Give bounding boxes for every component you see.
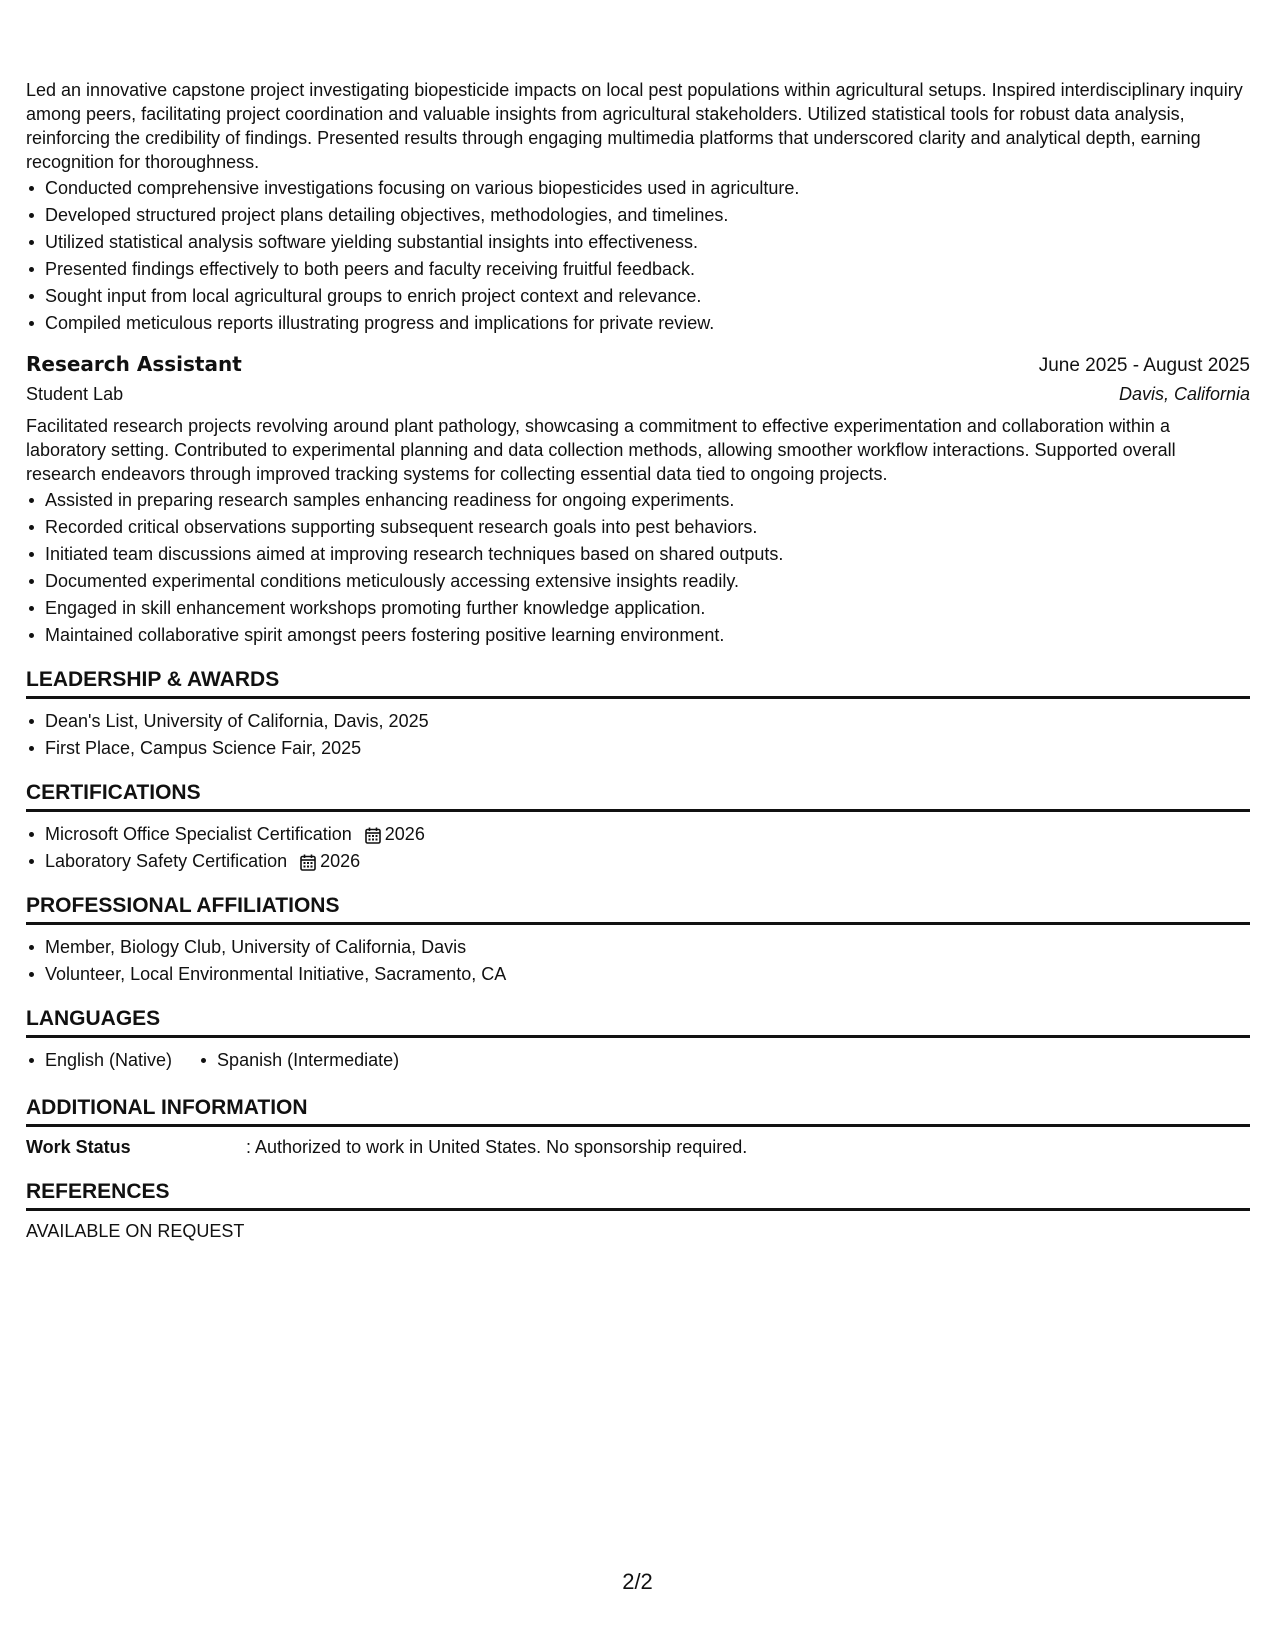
section-heading-affiliations: PROFESSIONAL AFFILIATIONS xyxy=(26,893,1250,925)
list-item: Assisted in preparing research samples enhancing readiness for ongoing experiments. xyxy=(26,488,1250,512)
job-bullet-list xyxy=(26,488,1250,647)
list-item: Compiled meticulous reports illustrating progress and implications for private review. xyxy=(26,311,1250,335)
references-text: AVAILABLE ON REQUEST xyxy=(26,1221,245,1241)
job-dates: June 2025 - August 2025 xyxy=(1038,355,1250,376)
section-heading-certifications: CERTIFICATIONS xyxy=(26,780,1250,812)
affiliations-list xyxy=(26,935,1250,986)
certification-item xyxy=(26,822,1250,846)
list-item: Volunteer, Local Environmental Initiative, Sacramento, CA xyxy=(26,962,1250,986)
list-item: Member, Biology Club, University of California, Davis xyxy=(26,935,1250,959)
work-status-value: : Authorized to work in United States. No sponsorship required. xyxy=(246,1137,748,1157)
list-item: Utilized statistical analysis software yielding substantial insights into effectiveness. xyxy=(26,230,1250,254)
certification-year: 2026 xyxy=(320,851,361,871)
section-heading-leadership: LEADERSHIP & AWARDS xyxy=(26,667,1250,699)
calendar-icon xyxy=(365,827,381,844)
list-item: Sought input from local agricultural groups to enrich project context and relevance. xyxy=(26,284,1250,308)
list-item: Conducted comprehensive investigations focusing on various biopesticides used in agriculture. xyxy=(26,176,1250,200)
capstone-bullet-list xyxy=(26,176,1250,335)
language-item: Spanish (Intermediate) xyxy=(198,1048,399,1072)
capstone-summary: Led an innovative capstone project investigating biopesticide impacts on local pest populations within agricultural setups. Inspired interdisciplinary inquiry among peers, facilitating project coordination and valuable insights from agricultural stakeholders. Utilized statistical tools for robust data analysis, reinforcing the credibility of findings. Presented results through engaging multimedia platforms that underscored clarity and analytical depth, earning recognition for thoroughness. xyxy=(26,80,1243,172)
list-item: Dean's List, University of California, Davis, 2025 xyxy=(26,709,1250,733)
job-summary: Facilitated research projects revolving around plant pathology, showcasing a commitment to effective experimentation and collaboration within a laboratory setting. Contributed to experimental planning and data collection methods, allowing smoother workflow interactions. Supported overall research endeavors through improved tracking systems for collecting essential data tied to ongoing projects. xyxy=(26,416,1176,484)
resume-page xyxy=(26,78,1250,1243)
list-item: Documented experimental conditions meticulously accessing extensive insights readily. xyxy=(26,569,1250,593)
job-location: Davis, California xyxy=(1118,384,1250,404)
work-status-label: Work Status xyxy=(26,1137,131,1157)
certification-year: 2026 xyxy=(384,824,425,844)
certification-item xyxy=(26,849,1250,873)
section-heading-additional: ADDITIONAL INFORMATION xyxy=(26,1095,1250,1127)
list-item: Developed structured project plans detailing objectives, methodologies, and timelines. xyxy=(26,203,1250,227)
list-item: First Place, Campus Science Fair, 2025 xyxy=(26,736,1250,760)
section-heading-references: REFERENCES xyxy=(26,1179,1250,1211)
calendar-icon xyxy=(300,854,316,871)
work-status-row xyxy=(26,1135,1250,1159)
certification-name: Laboratory Safety Certification xyxy=(45,851,288,871)
list-item: Presented findings effectively to both peers and faculty receiving fruitful feedback. xyxy=(26,257,1250,281)
list-item: Initiated team discussions aimed at improving research techniques based on shared outputs. xyxy=(26,542,1250,566)
certification-name: Microsoft Office Specialist Certification xyxy=(45,824,352,844)
job-subheader xyxy=(26,382,1250,406)
job-title: Research Assistant xyxy=(26,352,242,376)
list-item: Maintained collaborative spirit amongst peers fostering positive learning environment. xyxy=(26,623,1250,647)
list-item: Engaged in skill enhancement workshops promoting further knowledge application. xyxy=(26,596,1250,620)
leadership-list xyxy=(26,709,1250,760)
page-number: 2/2 xyxy=(622,1569,653,1594)
languages-list xyxy=(26,1048,1250,1075)
list-item: Recorded critical observations supporting subsequent research goals into pest behaviors. xyxy=(26,515,1250,539)
job-organization: Student Lab xyxy=(26,384,124,404)
job-header xyxy=(26,351,1250,378)
language-item: English (Native) xyxy=(26,1048,172,1072)
section-heading-languages: LANGUAGES xyxy=(26,1006,1250,1038)
certifications-list xyxy=(26,822,1250,873)
